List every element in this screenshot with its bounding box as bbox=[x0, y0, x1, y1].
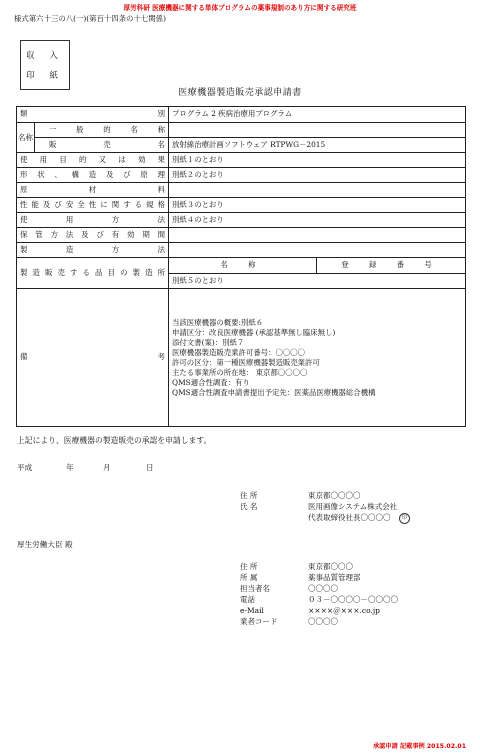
remarks-line: 許可の区分：第一種医療機器製造販売業許可 bbox=[172, 357, 320, 367]
category-label: 類 別 bbox=[17, 107, 169, 123]
storage-value bbox=[169, 228, 466, 243]
addressee: 厚生労働大臣 殿 bbox=[17, 540, 73, 549]
form-number: 様式第六十三の八(一)(第百十四条の十七関係) bbox=[14, 14, 166, 23]
remarks-line: 申請区分：改良医療機器 (承認基準無し臨床無し) bbox=[172, 327, 336, 337]
seal-mark: 印 bbox=[399, 513, 410, 524]
row-material bbox=[17, 183, 466, 198]
contact-code-label: 業者コード bbox=[240, 617, 278, 626]
remarks-line: 主たる事業所の所在地： 東京都〇〇〇〇 bbox=[172, 367, 308, 377]
applicant-representative-line bbox=[308, 512, 410, 524]
generic-name-label: 一 般 的 名 称 bbox=[35, 123, 169, 138]
shape-label: 形状、構造及び原理 bbox=[17, 168, 169, 183]
row-sales-name bbox=[17, 138, 466, 153]
row-generic-name bbox=[17, 123, 466, 138]
application-statement: 上記により、医療機器の製造販売の承認を申請します。 bbox=[17, 436, 212, 445]
row-performance bbox=[17, 198, 466, 213]
footer-note: 承認申請 記載事例 2015.02.01 bbox=[373, 743, 466, 750]
stamp-label-line1: 収 入 bbox=[26, 51, 64, 61]
contact-email: ××××＠×××.co.jp bbox=[308, 606, 380, 615]
row-remarks bbox=[17, 289, 466, 427]
remarks-line: QMS適合性調査申請書提出予定先：医薬品医療機器総合機構 bbox=[172, 387, 376, 397]
applicant-company: 医用画像システム株式会社 bbox=[308, 502, 398, 511]
performance-label: 性能及び安全性に関する規格 bbox=[17, 198, 169, 213]
contact-dept: 薬事品質管理部 bbox=[308, 573, 361, 582]
storage-label: 保管方法及び有効期間 bbox=[17, 228, 169, 243]
material-label: 原 材 料 bbox=[17, 183, 169, 198]
remarks-line: 当該医療機器の概要:別紙６ bbox=[172, 317, 264, 327]
contact-code: 〇〇〇〇 bbox=[308, 617, 338, 626]
date-day: 日 bbox=[146, 463, 154, 472]
date-era: 平成 bbox=[17, 463, 33, 472]
date-year: 年 bbox=[66, 463, 74, 472]
remarks-line: 添付文書(案)：別紙７ bbox=[172, 337, 245, 347]
date-month: 月 bbox=[103, 463, 111, 472]
manufacturing-label: 製 造 方 法 bbox=[17, 243, 169, 258]
contact-block bbox=[240, 561, 460, 631]
contact-phone: ０３－〇〇〇〇－〇〇〇〇 bbox=[308, 595, 398, 604]
application-form-table bbox=[16, 106, 466, 427]
revenue-stamp-box bbox=[20, 40, 70, 90]
applicant-name-label: 氏 名 bbox=[240, 502, 258, 511]
row-usage bbox=[17, 213, 466, 228]
applicant-address: 東京都〇〇〇〇 bbox=[308, 491, 361, 500]
stamp-label-line2: 印 紙 bbox=[26, 71, 64, 81]
applicant-address-label: 住 所 bbox=[240, 491, 258, 500]
site-registration-column-header: 登 録 番 号 bbox=[317, 258, 466, 274]
row-category bbox=[17, 107, 466, 123]
row-purpose bbox=[17, 153, 466, 168]
document-title: 医療機器製造販売承認申請書 bbox=[178, 88, 302, 98]
usage-value: 別紙４のとおり bbox=[169, 213, 466, 228]
sales-name-label: 販 売 名 bbox=[35, 138, 169, 153]
sales-name-value: 放射線治療計画ソフトウェア RTPWG－2015 bbox=[169, 138, 466, 153]
remarks-cell bbox=[169, 289, 466, 427]
applicant-representative: 代表取締役社長〇〇〇〇 bbox=[308, 513, 391, 522]
purpose-value: 別紙１のとおり bbox=[169, 153, 466, 168]
site-name-column-header: 名 称 bbox=[169, 258, 317, 274]
usage-label: 使 用 方 法 bbox=[17, 213, 169, 228]
row-manufacturing-site-header bbox=[17, 258, 466, 274]
contact-phone-label: 電話 bbox=[240, 595, 255, 604]
contact-person: 〇〇〇〇 bbox=[308, 584, 338, 593]
purpose-label: 使用目的又は効果 bbox=[17, 153, 169, 168]
shape-value: 別紙２のとおり bbox=[169, 168, 466, 183]
category-value: プログラム 2 疾病治療用プログラム bbox=[169, 107, 466, 123]
research-group-header: 厚労科研 医療機器に関する単体プログラムの薬事規制のあり方に関する研究班 bbox=[123, 4, 357, 12]
remarks-label: 備 考 bbox=[17, 289, 169, 427]
contact-email-label: e-Mail bbox=[240, 606, 264, 615]
manufacturing-site-value: 別紙５のとおり bbox=[169, 274, 466, 289]
material-value bbox=[169, 183, 466, 198]
performance-value: 別紙３のとおり bbox=[169, 198, 466, 213]
row-manufacturing bbox=[17, 243, 466, 258]
contact-dept-label: 所 属 bbox=[240, 573, 258, 582]
contact-person-label: 担当者名 bbox=[240, 584, 270, 593]
row-storage bbox=[17, 228, 466, 243]
remarks-line: QMS適合性調査：有り bbox=[172, 377, 250, 387]
applicant-block bbox=[240, 490, 460, 526]
row-shape bbox=[17, 168, 466, 183]
remarks-line: 医療機器製造販売業許可番号：〇〇〇〇 bbox=[172, 347, 306, 357]
generic-name-value bbox=[169, 123, 466, 138]
manufacturing-value bbox=[169, 243, 466, 258]
contact-address: 東京都〇〇〇 bbox=[308, 562, 353, 571]
manufacturing-site-label: 製造販売する品目の製造所 bbox=[17, 258, 169, 289]
name-group-label: 名称 bbox=[17, 123, 35, 153]
contact-address-label: 住 所 bbox=[240, 562, 258, 571]
